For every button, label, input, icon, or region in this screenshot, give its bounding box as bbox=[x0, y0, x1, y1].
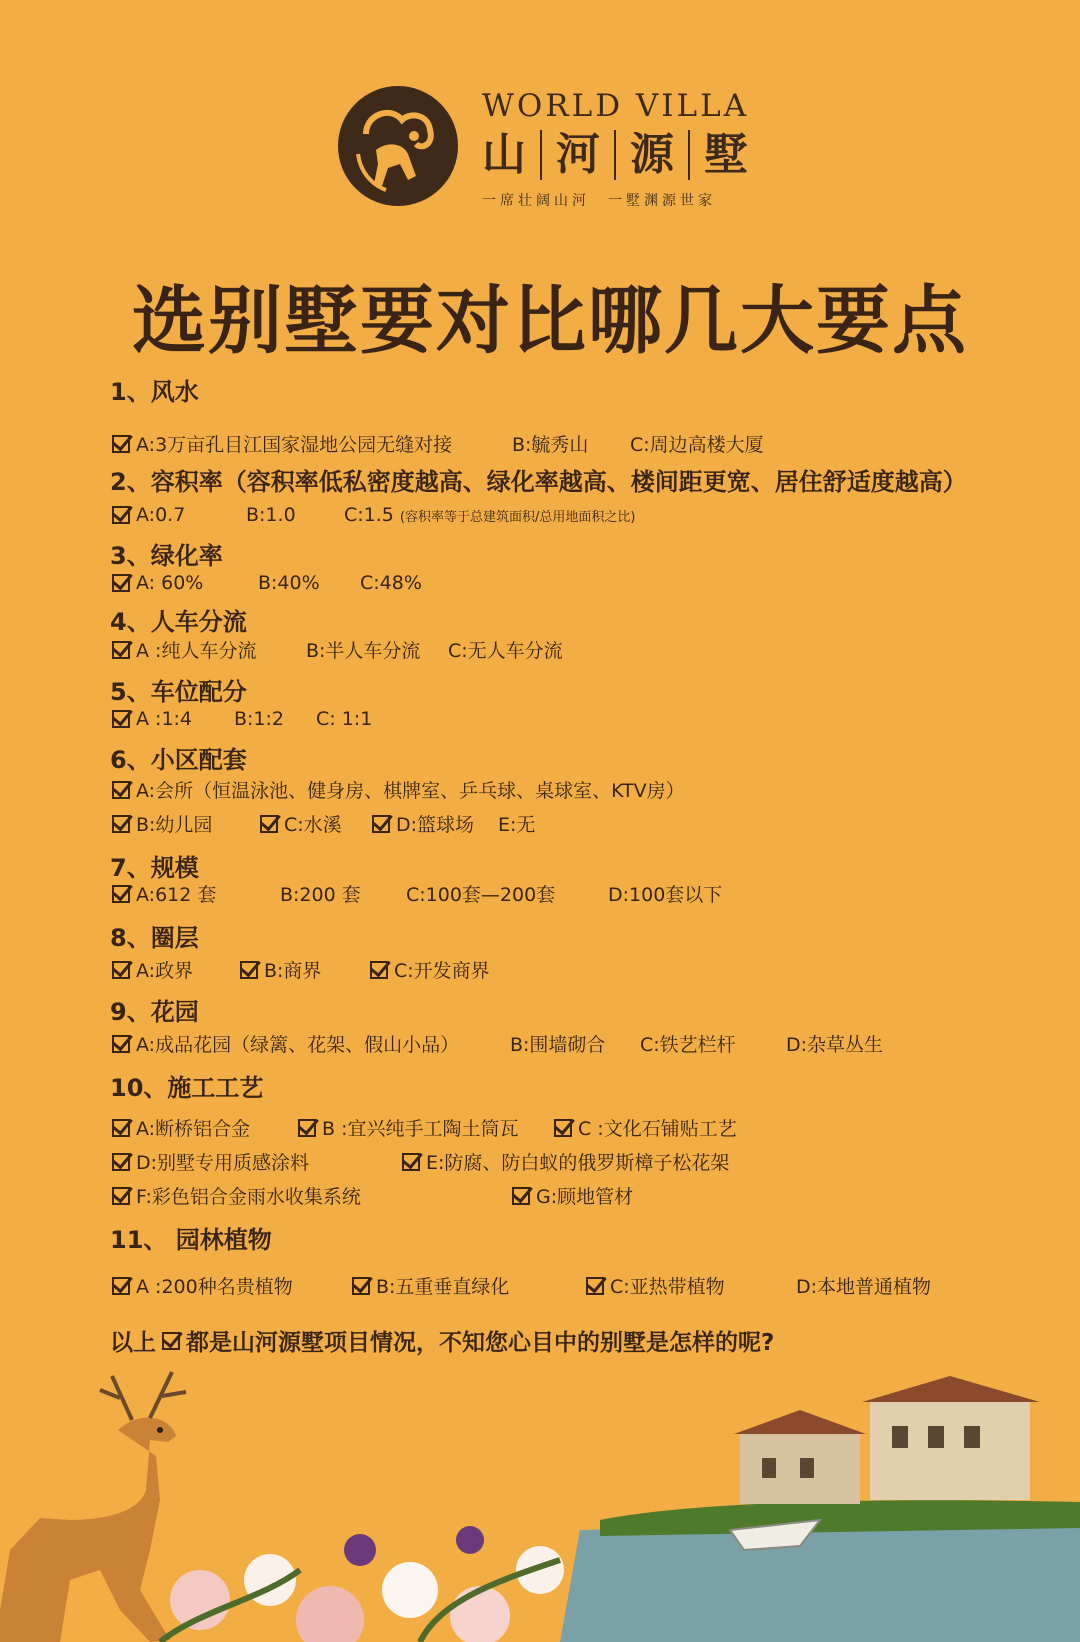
checkbox-checked-icon bbox=[352, 1277, 370, 1295]
option bbox=[406, 880, 555, 907]
option bbox=[112, 1148, 309, 1175]
option-label: F:彩色铝合金雨水收集系统 bbox=[136, 1186, 361, 1208]
checkbox-checked-icon bbox=[112, 1277, 130, 1295]
option-label: A:成品花园（绿篱、花架、假山小品） bbox=[136, 1034, 460, 1056]
option bbox=[640, 1030, 736, 1057]
checkbox-checked-icon bbox=[112, 710, 130, 728]
option-label: D:杂草丛生 bbox=[786, 1034, 884, 1056]
checkbox-checked-icon bbox=[260, 815, 278, 833]
option-label: B:幼儿园 bbox=[136, 814, 213, 836]
option-label: D:别墅专用质感涂料 bbox=[136, 1152, 310, 1174]
checkbox-checked-icon bbox=[112, 1035, 130, 1053]
deer-illustration bbox=[0, 1372, 186, 1642]
checkbox-checked-icon bbox=[112, 885, 130, 903]
option-label: D:100套以下 bbox=[608, 884, 723, 906]
option bbox=[554, 1114, 737, 1141]
option-label: A:3万亩孔目江国家湿地公园无缝对接 bbox=[136, 434, 453, 456]
option bbox=[586, 1272, 725, 1299]
flowers-illustration bbox=[160, 1526, 564, 1642]
option bbox=[112, 708, 192, 730]
section-title-green-ratio: 3、绿化率 bbox=[110, 542, 223, 570]
decorative-scene bbox=[0, 1370, 1080, 1642]
section-title-garden: 9、花园 bbox=[110, 998, 199, 1026]
option bbox=[372, 810, 474, 837]
option bbox=[512, 1182, 633, 1209]
option-label: B:1.0 bbox=[246, 504, 296, 526]
option-label: B:商界 bbox=[264, 960, 322, 982]
option bbox=[510, 1030, 605, 1057]
brand-char: 山 bbox=[482, 130, 542, 180]
option-label: C:周边高楼大厦 bbox=[630, 434, 764, 456]
option bbox=[112, 880, 216, 907]
checkbox-checked-icon bbox=[370, 961, 388, 979]
section-title-traffic: 4、人车分流 bbox=[110, 608, 247, 636]
checkbox-checked-icon bbox=[298, 1119, 316, 1137]
option-label: A :纯人车分流 bbox=[136, 640, 257, 662]
option bbox=[370, 956, 490, 983]
checkbox-checked-icon bbox=[512, 1187, 530, 1205]
deer-logo-icon bbox=[336, 84, 460, 208]
checkbox-checked-icon bbox=[402, 1153, 420, 1171]
option-label: A:0.7 bbox=[136, 504, 186, 526]
checkbox-checked-icon bbox=[112, 506, 130, 524]
option-label: B:半人车分流 bbox=[306, 640, 421, 662]
page-headline: 选别墅要对比哪几大要点 bbox=[132, 278, 968, 364]
option bbox=[448, 636, 563, 663]
option bbox=[112, 1030, 459, 1057]
option-label: C:亚热带植物 bbox=[610, 1276, 725, 1298]
checkbox-checked-icon bbox=[112, 1153, 130, 1171]
option-label: C: 1:1 bbox=[316, 708, 373, 730]
option-label: E:防腐、防白蚁的俄罗斯樟子松花架 bbox=[426, 1152, 730, 1174]
checkbox-checked-icon bbox=[372, 815, 390, 833]
option bbox=[360, 572, 422, 594]
option-label: G:顾地管材 bbox=[536, 1186, 634, 1208]
checkbox-checked-icon bbox=[162, 1332, 180, 1350]
option bbox=[112, 1182, 361, 1209]
option-label: E:无 bbox=[498, 814, 536, 836]
checkbox-checked-icon bbox=[240, 961, 258, 979]
option-label: A:612 套 bbox=[136, 884, 217, 906]
option-note: (容积率等于总建筑面积/总用地面积之比) bbox=[399, 509, 636, 525]
option-label: D:本地普通植物 bbox=[796, 1276, 932, 1298]
brand-char: 河 bbox=[542, 130, 616, 180]
option-label: A:会所（恒温泳池、健身房、棋牌室、乒乓球、桌球室、KTV房） bbox=[136, 780, 685, 802]
villa-illustration bbox=[734, 1376, 1040, 1504]
section-title-parking: 5、车位配分 bbox=[110, 678, 247, 706]
option bbox=[234, 708, 284, 730]
option bbox=[112, 430, 452, 457]
option bbox=[112, 1272, 293, 1299]
section-title-facilities: 6、小区配套 bbox=[110, 746, 247, 774]
closing-text-end: 都是山河源墅项目情况，不知您心目中的别墅是怎样的呢? bbox=[186, 1330, 775, 1356]
option bbox=[608, 880, 722, 907]
option-label: A:政界 bbox=[136, 960, 194, 982]
option-label: B :宜兴纯手工陶土筒瓦 bbox=[322, 1118, 519, 1140]
option bbox=[112, 776, 685, 803]
checkbox-checked-icon bbox=[112, 1119, 130, 1137]
checkbox-checked-icon bbox=[586, 1277, 604, 1295]
option bbox=[112, 1114, 250, 1141]
option-label: A:断桥铝合金 bbox=[136, 1118, 251, 1140]
option-label: A :200种名贵植物 bbox=[136, 1276, 293, 1298]
brand-english: WORLD VILLA bbox=[482, 88, 750, 124]
option bbox=[280, 880, 361, 907]
option-label: A: 60% bbox=[136, 572, 204, 594]
section-title-plot-ratio: 2、容积率（容积率低私密度越高、绿化率越高、楼间距更宽、居住舒适度越高） bbox=[110, 468, 967, 496]
checkbox-checked-icon bbox=[112, 435, 130, 453]
brand-chinese bbox=[482, 130, 762, 180]
option bbox=[112, 504, 185, 526]
option bbox=[298, 1114, 518, 1141]
option-label: C:100套—200套 bbox=[406, 884, 556, 906]
option-label: C:铁艺栏杆 bbox=[640, 1034, 736, 1056]
section-title-craft: 10、施工工艺 bbox=[110, 1074, 264, 1102]
checkbox-checked-icon bbox=[112, 1187, 130, 1205]
option-label: A :1:4 bbox=[136, 708, 193, 730]
option bbox=[344, 504, 635, 526]
option-label: B:1:2 bbox=[234, 708, 285, 730]
brand-tagline: 一席壮阔山河 一墅渊源世家 bbox=[482, 193, 716, 209]
section-title-circle: 8、圈层 bbox=[110, 924, 199, 952]
option bbox=[246, 504, 296, 526]
option bbox=[512, 430, 588, 457]
option-label: D:篮球场 bbox=[396, 814, 475, 836]
option bbox=[630, 430, 764, 457]
checkbox-checked-icon bbox=[112, 815, 130, 833]
section-title-fengshui: 1、风水 bbox=[110, 378, 199, 406]
option-label: B:毓秀山 bbox=[512, 434, 589, 456]
option-label: C:1.5 bbox=[344, 504, 394, 526]
option-label: C:开发商界 bbox=[394, 960, 490, 982]
checkbox-checked-icon bbox=[112, 781, 130, 799]
option-label: B:围墙砌合 bbox=[510, 1034, 606, 1056]
option-label: B:40% bbox=[258, 572, 320, 594]
closing-text-start: 以上 bbox=[110, 1330, 156, 1356]
closing-question bbox=[110, 1324, 774, 1357]
option bbox=[112, 956, 193, 983]
checkbox-checked-icon bbox=[112, 641, 130, 659]
option-label: B:五重垂直绿化 bbox=[376, 1276, 510, 1298]
lake-illustration bbox=[560, 1520, 1080, 1642]
option bbox=[498, 810, 535, 837]
option bbox=[112, 810, 212, 837]
option bbox=[258, 572, 320, 594]
option bbox=[240, 956, 321, 983]
option-label: B:200 套 bbox=[280, 884, 361, 906]
brand-char: 墅 bbox=[704, 129, 748, 180]
brand-char: 源 bbox=[616, 130, 690, 180]
option bbox=[112, 636, 256, 663]
option-label: C :文化石铺贴工艺 bbox=[578, 1118, 737, 1140]
checkbox-checked-icon bbox=[554, 1119, 572, 1137]
option bbox=[352, 1272, 509, 1299]
option-label: C:48% bbox=[360, 572, 422, 594]
option bbox=[786, 1030, 883, 1057]
section-title-plants: 11、 园林植物 bbox=[110, 1226, 272, 1254]
section-title-scale: 7、规模 bbox=[110, 854, 199, 882]
option bbox=[316, 708, 372, 730]
brand-logo bbox=[336, 84, 766, 214]
checkbox-checked-icon bbox=[112, 961, 130, 979]
option bbox=[112, 572, 203, 594]
option bbox=[260, 810, 342, 837]
option bbox=[796, 1272, 931, 1299]
option bbox=[306, 636, 420, 663]
option bbox=[402, 1148, 729, 1175]
option-label: C:无人车分流 bbox=[448, 640, 563, 662]
option-label: C:水溪 bbox=[284, 814, 342, 836]
checkbox-checked-icon bbox=[112, 574, 130, 592]
